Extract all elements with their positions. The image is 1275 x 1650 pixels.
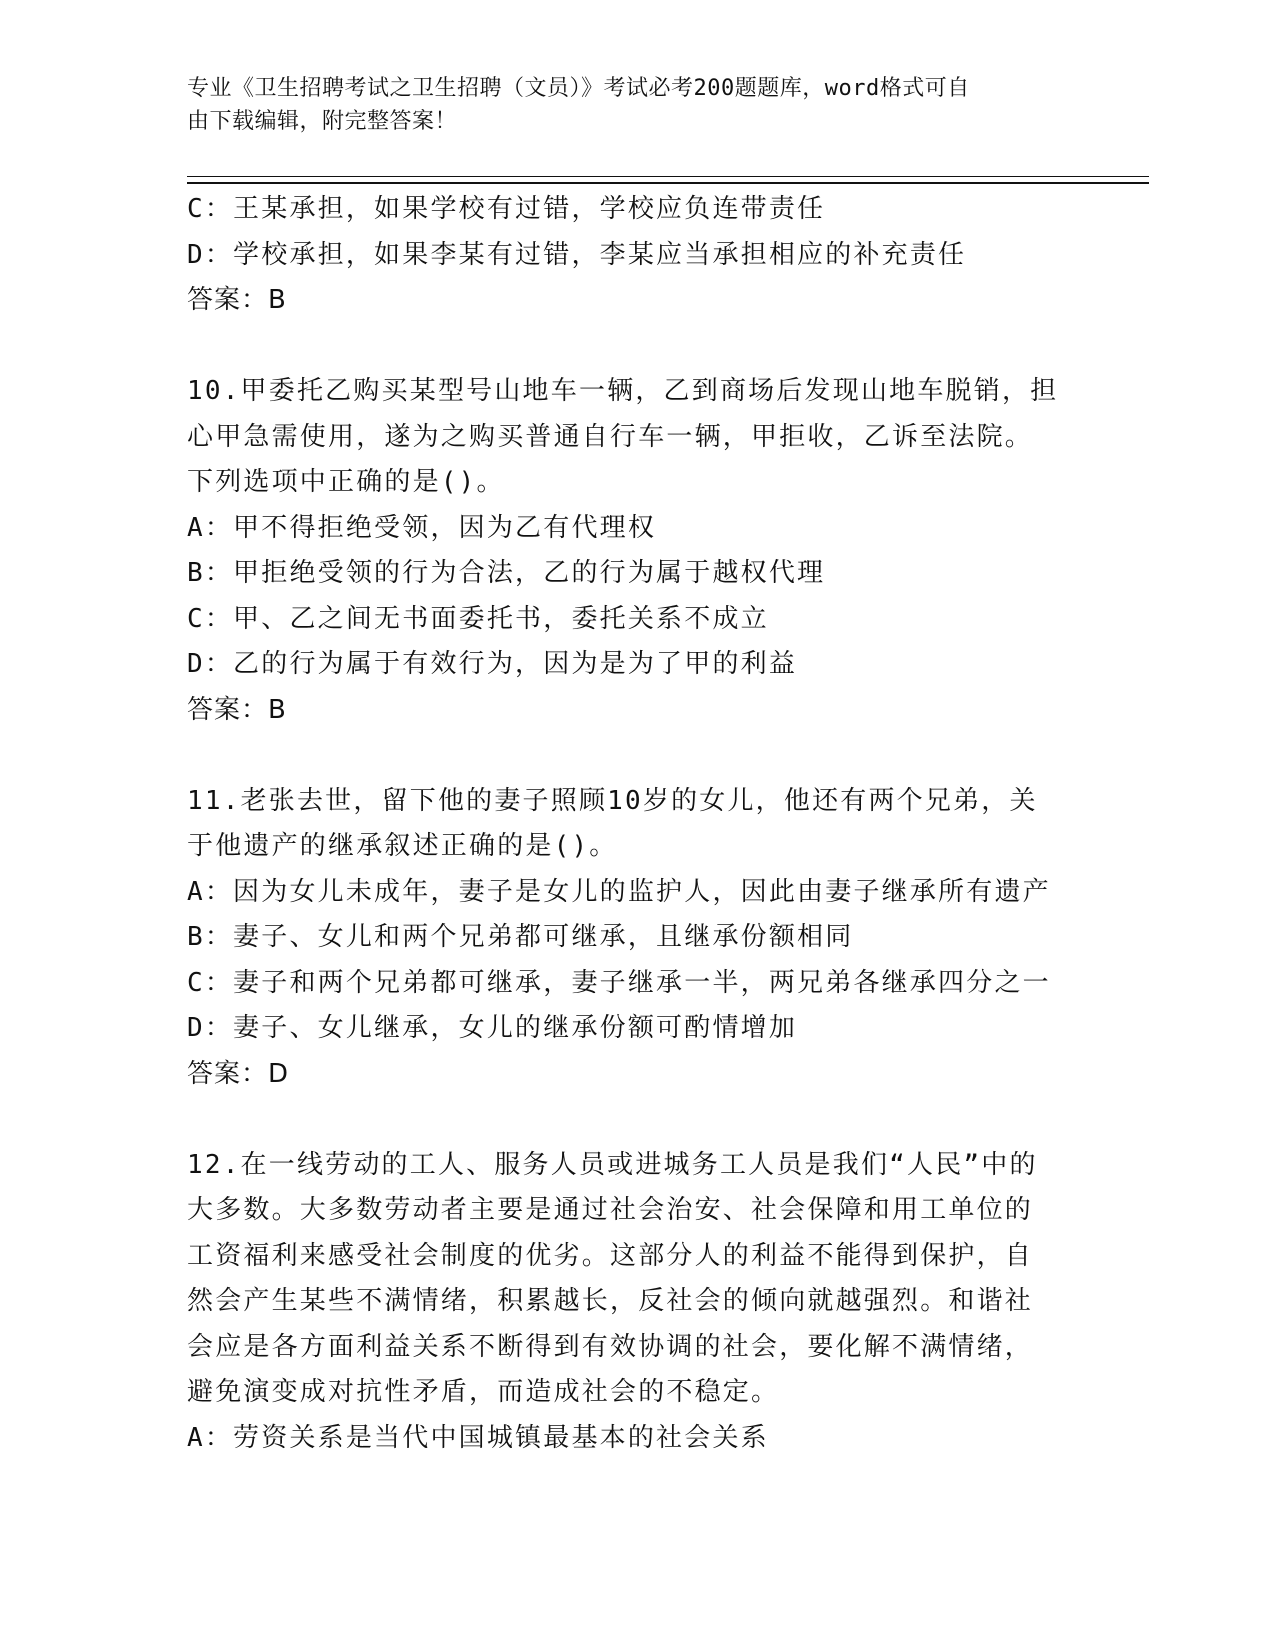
- header-title-line: 专业《卫生招聘考试之卫生招聘（文员）》考试必考200题题库，word格式可自: [187, 76, 970, 101]
- question-stem-line: 心甲急需使用，遂为之购买普通自行车一辆，甲拒收，乙诉至法院。: [187, 421, 1034, 452]
- option-c: C：王某承担，如果学校有过错，学校应负连带责任: [187, 194, 826, 224]
- question-continued: [187, 187, 1087, 324]
- question-stem-line: 下列选项中正确的是()。: [187, 467, 505, 497]
- answer: 答案：D: [187, 1058, 290, 1089]
- question-stem-line: 大多数。大多数劳动者主要是通过社会治安、社会保障和用工单位的: [187, 1195, 1034, 1225]
- question-11: [187, 779, 1087, 1098]
- question-stem-line: 会应是各方面利益关系不断得到有效协调的社会，要化解不满情绪，: [187, 1331, 1034, 1362]
- option-b: B：妻子、女儿和两个兄弟都可继承，且继承份额相同: [187, 922, 854, 952]
- answer: 答案：B: [187, 694, 287, 725]
- question-stem-line: 然会产生某些不满情绪，积累越长，反社会的倾向就越强烈。和谐社: [187, 1286, 1034, 1316]
- option-b: B：甲拒绝受领的行为合法，乙的行为属于越权代理: [187, 558, 826, 588]
- option-c: C：妻子和两个兄弟都可继承，妻子继承一半，两兄弟各继承四分之一: [187, 967, 1051, 998]
- document-header: [187, 72, 1067, 138]
- spacer: [187, 1097, 1087, 1143]
- header-title-line: 由下载编辑，附完整答案！: [187, 109, 458, 134]
- option-a: A：甲不得拒绝受领，因为乙有代理权: [187, 512, 657, 543]
- option-a: A：因为女儿未成年，妻子是女儿的监护人，因此由妻子继承所有遗产: [187, 876, 1051, 907]
- option-a: A：劳资关系是当代中国城镇最基本的社会关系: [187, 1422, 769, 1453]
- question-stem-line: 工资福利来感受社会制度的优劣。这部分人的利益不能得到保护，自: [187, 1240, 1034, 1271]
- question-stem-line: 避免演变成对抗性矛盾，而造成社会的不稳定。: [187, 1377, 780, 1407]
- question-stem-line: 11.老张去世，留下他的妻子照顾10岁的女儿，他还有两个兄弟，关: [187, 785, 1038, 816]
- question-10: [187, 369, 1087, 733]
- question-stem-line: 12.在一线劳动的工人、服务人员或进城务工人员是我们“人民”中的: [187, 1149, 1038, 1180]
- question-stem-line: 10.甲委托乙购买某型号山地车一辆，乙到商场后发现山地车脱销，担: [187, 376, 1059, 406]
- document-body: [187, 187, 1087, 1461]
- option-d: D：学校承担，如果李某有过错，李某应当承担相应的补充责任: [187, 239, 967, 270]
- header-divider: [187, 176, 1149, 184]
- spacer: [187, 733, 1087, 779]
- option-d: D：乙的行为属于有效行为，因为是为了甲的利益: [187, 649, 798, 679]
- answer: 答案：B: [187, 285, 287, 315]
- spacer: [187, 324, 1087, 370]
- option-c: C：甲、乙之间无书面委托书，委托关系不成立: [187, 603, 769, 634]
- option-d: D：妻子、女儿继承，女儿的继承份额可酌情增加: [187, 1013, 798, 1043]
- question-stem-line: 于他遗产的继承叙述正确的是()。: [187, 831, 618, 861]
- question-12: [187, 1143, 1087, 1462]
